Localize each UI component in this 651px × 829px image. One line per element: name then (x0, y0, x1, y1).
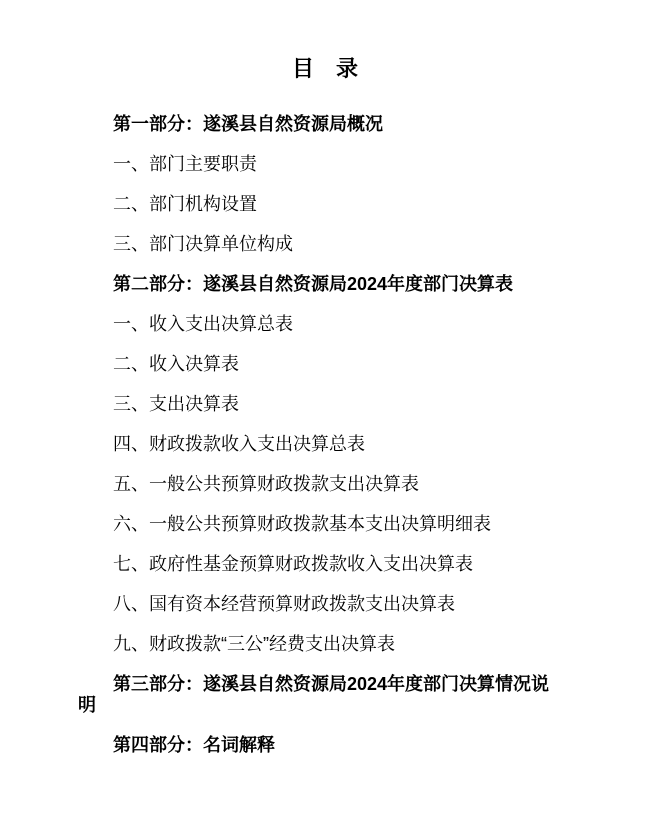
toc-item: 八、国有资本经营预算财政拨款支出决算表 (113, 594, 455, 614)
toc-section-heading: 第四部分：名词解释 (113, 735, 275, 755)
toc-item: 一、部门主要职责 (113, 154, 257, 174)
toc-item: 六、一般公共预算财政拨款基本支出决算明细表 (113, 514, 491, 534)
toc-section-heading: 第一部分：遂溪县自然资源局概况 (113, 114, 383, 134)
page-title: 目 录 (291, 56, 360, 81)
toc-section-heading-line2: 明 (78, 695, 96, 715)
toc-item: 七、政府性基金预算财政拨款收入支出决算表 (113, 554, 473, 574)
toc-item: 二、部门机构设置 (113, 194, 257, 214)
toc-list (78, 114, 575, 756)
toc-section-heading: 第二部分：遂溪县自然资源局2024年度部门决算表 (113, 274, 514, 294)
toc-section-heading (78, 674, 575, 716)
toc-item: 四、财政拨款收入支出决算总表 (113, 434, 365, 454)
toc-item: 二、收入决算表 (113, 354, 239, 374)
toc-item: 九、财政拨款“三公”经费支出决算表 (113, 634, 395, 654)
toc-item: 三、支出决算表 (113, 394, 239, 414)
toc-item: 三、部门决算单位构成 (113, 234, 293, 254)
toc-section-heading-line1: 第三部分：遂溪县自然资源局2024年度部门决算情况说 (113, 674, 550, 694)
toc-item: 一、收入支出决算总表 (113, 314, 293, 334)
toc-item: 五、一般公共预算财政拨款支出决算表 (113, 474, 419, 494)
